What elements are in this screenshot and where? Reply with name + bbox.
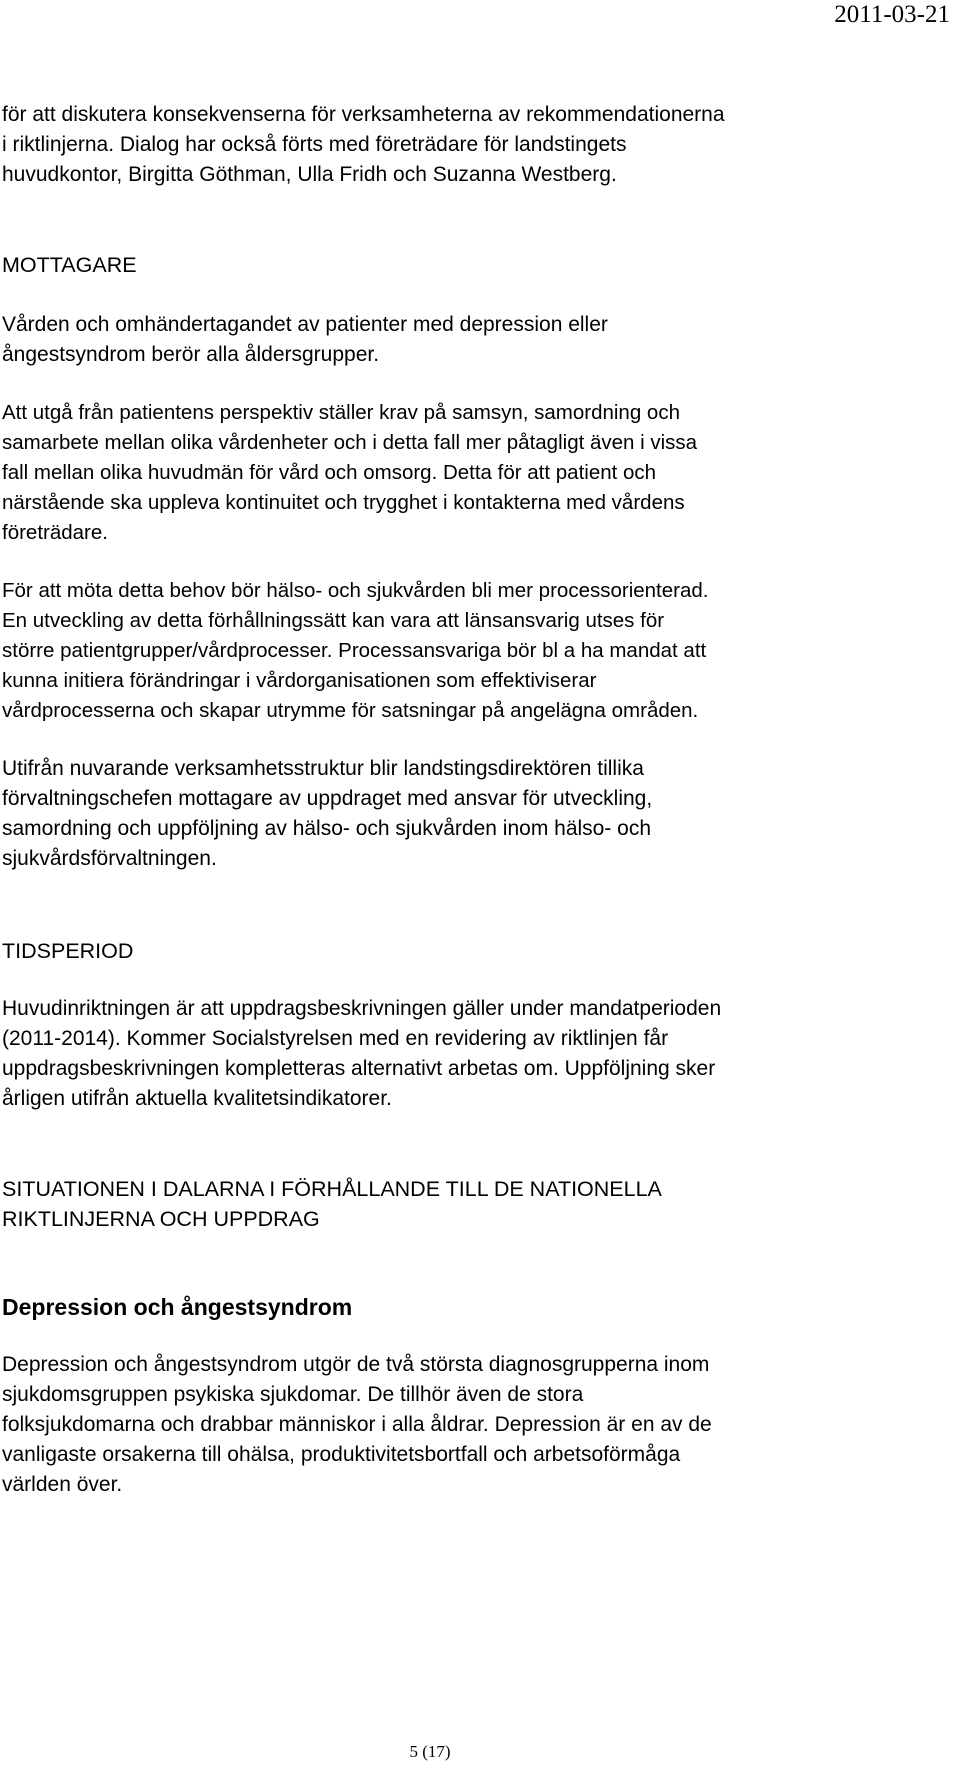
text-line: världen över. [2, 1473, 123, 1496]
subheading-depression: Depression och ångestsyndrom [2, 1294, 353, 1320]
text-line: (2011-2014). Kommer Socialstyrelsen med en revidering av riktlinjen får [2, 1027, 669, 1050]
text-line: uppdragsbeskrivningen kompletteras alternativt arbetas om. Uppföljning sker [2, 1057, 716, 1080]
document-date: 2011-03-21 [834, 1, 950, 28]
text-line: För att möta detta behov bör hälso- och sjukvården bli mer processorienterad. [2, 579, 709, 602]
mottagare-paragraph-3 [2, 576, 954, 726]
depression-paragraph [2, 1350, 954, 1500]
text-line: ångestsyndrom berör alla åldersgrupper. [2, 343, 380, 366]
text-line: samarbete mellan olika vårdenheter och i detta fall mer påtagligt även i vissa [2, 431, 698, 454]
text-line: sjukdomsgruppen psykiska sjukdomar. De tillhör även de stora [2, 1383, 584, 1406]
text-line: Vården och omhändertagandet av patienter med depression eller [2, 313, 608, 336]
section-heading-tidsperiod: TIDSPERIOD [2, 939, 134, 963]
text-line: vårdprocesserna och skapar utrymme för satsningar på angelägna områden. [2, 699, 699, 722]
intro-paragraph [2, 100, 954, 190]
text-line: kunna initiera förändringar i vårdorganisationen som effektiviserar [2, 669, 597, 692]
text-line: huvudkontor, Birgitta Göthman, Ulla Fridh och Suzanna Westberg. [2, 163, 617, 186]
text-line: årligen utifrån aktuella kvalitetsindikatorer. [2, 1087, 392, 1110]
text-line: Att utgå från patientens perspektiv ställer krav på samsyn, samordning och [2, 401, 680, 424]
heading-line: SITUATIONEN I DALARNA I FÖRHÅLLANDE TILL DE NATIONELLA [2, 1177, 662, 1201]
tidsperiod-paragraph [2, 994, 954, 1114]
text-line: företrädare. [2, 521, 108, 544]
text-line: En utveckling av detta förhållningssätt kan vara att länsansvarig utses för [2, 609, 665, 632]
text-line: närstående ska uppleva kontinuitet och trygghet i kontakterna med vårdens [2, 491, 685, 514]
text-line: folksjukdomarna och drabbar människor i alla åldrar. Depression är en av de [2, 1413, 712, 1436]
section-heading-mottagare: MOTTAGARE [2, 253, 137, 277]
heading-line: RIKTLINJERNA OCH UPPDRAG [2, 1207, 320, 1231]
text-line: större patientgrupper/vårdprocesser. Processansvariga bör bl a ha mandat att [2, 639, 707, 662]
document-body [2, 100, 954, 1500]
page-number: 5 (17) [409, 1742, 451, 1761]
text-line: Huvudinriktningen är att uppdragsbeskrivningen gäller under mandatperioden [2, 997, 722, 1020]
mottagare-paragraph-4 [2, 754, 954, 874]
text-line: förvaltningschefen mottagare av uppdraget med ansvar för utveckling, [2, 787, 653, 810]
mottagare-paragraph-2 [2, 398, 954, 548]
text-line: fall mellan olika huvudmän för vård och omsorg. Detta för att patient och [2, 461, 657, 484]
text-line: för att diskutera konsekvenserna för verksamheterna av rekommendationerna [2, 103, 725, 126]
section-heading-situation [2, 1174, 954, 1234]
text-line: Utifrån nuvarande verksamhetsstruktur blir landstingsdirektören tillika [2, 757, 644, 780]
text-line: sjukvårdsförvaltningen. [2, 847, 217, 870]
text-line: vanligaste orsakerna till ohälsa, produktivitetsbortfall och arbetsoförmåga [2, 1443, 681, 1466]
text-line: samordning och uppföljning av hälso- och sjukvården inom hälso- och [2, 817, 652, 840]
text-line: Depression och ångestsyndrom utgör de två största diagnosgrupperna inom [2, 1353, 710, 1376]
mottagare-paragraph-1 [2, 310, 954, 370]
text-line: i riktlinjerna. Dialog har också förts med företrädare för landstingets [2, 133, 627, 156]
